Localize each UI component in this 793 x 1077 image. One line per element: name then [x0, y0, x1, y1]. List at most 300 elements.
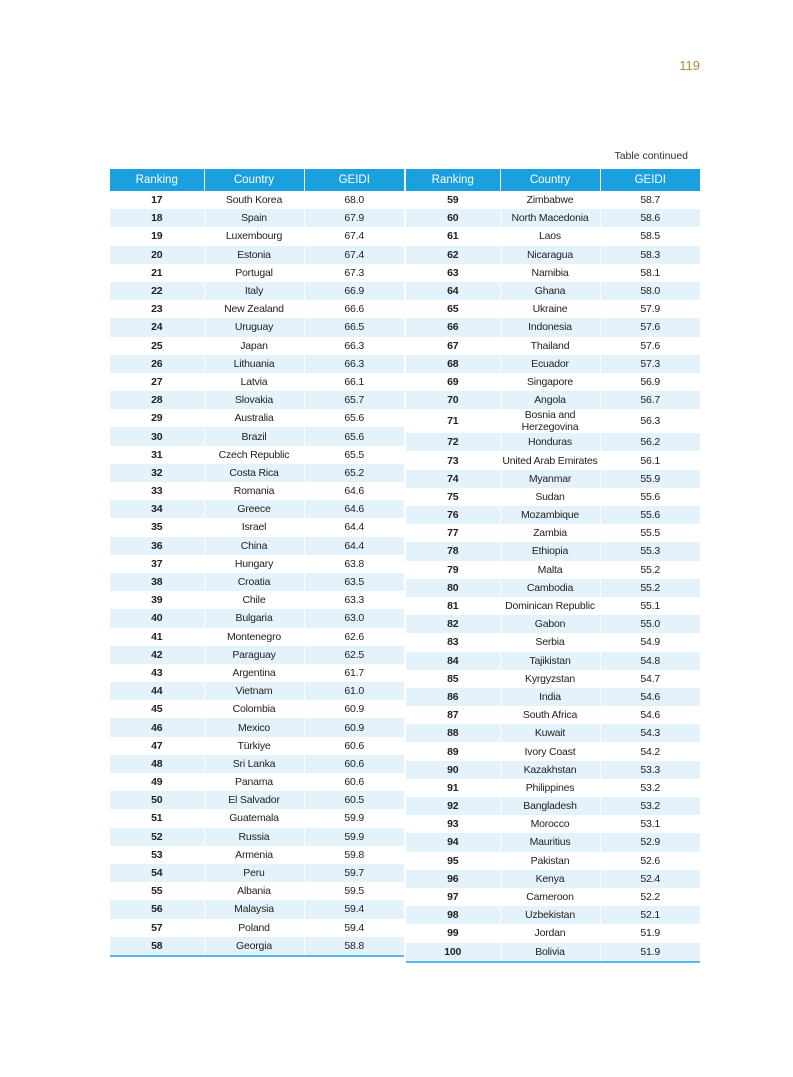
country-cell: Mauritius: [500, 833, 600, 851]
table-row: [406, 373, 700, 391]
country-cell: United Arab Emirates: [500, 451, 600, 469]
table-row: [406, 488, 700, 506]
rank-cell: 65: [406, 300, 500, 318]
country-cell: Philippines: [500, 779, 600, 797]
geidi-cell: 66.3: [304, 355, 404, 373]
geidi-cell: 63.3: [304, 591, 404, 609]
geidi-cell: 54.2: [600, 742, 700, 760]
rank-cell: 39: [110, 591, 204, 609]
rank-cell: 96: [406, 870, 500, 888]
rank-cell: 99: [406, 924, 500, 942]
table-row: [110, 337, 404, 355]
geidi-cell: 60.6: [304, 773, 404, 791]
country-cell: Kazakhstan: [500, 761, 600, 779]
geidi-cell: 54.9: [600, 633, 700, 651]
geidi-cell: 54.8: [600, 652, 700, 670]
table-row: [406, 282, 700, 300]
table-row: [110, 355, 404, 373]
country-cell: Malta: [500, 561, 600, 579]
rank-cell: 71: [406, 409, 500, 433]
country-cell: Cameroon: [500, 888, 600, 906]
table-row: [406, 742, 700, 760]
country-cell: Namibia: [500, 264, 600, 282]
table-row: [406, 815, 700, 833]
table-row: [110, 937, 404, 955]
country-cell: Spain: [204, 209, 304, 227]
country-cell: Mozambique: [500, 506, 600, 524]
country-cell: South Korea: [204, 191, 304, 209]
country-cell: Bangladesh: [500, 797, 600, 815]
country-cell: Poland: [204, 919, 304, 937]
country-cell: Serbia: [500, 633, 600, 651]
rank-cell: 44: [110, 682, 204, 700]
table-row: [406, 652, 700, 670]
rank-cell: 27: [110, 373, 204, 391]
table-row: [406, 524, 700, 542]
table-row: [110, 427, 404, 445]
geidi-cell: 58.8: [304, 937, 404, 955]
geidi-cell: 66.6: [304, 300, 404, 318]
geidi-cell: 67.4: [304, 227, 404, 245]
table-row: [110, 409, 404, 427]
rank-cell: 60: [406, 209, 500, 227]
table-row: [110, 737, 404, 755]
table-row: [406, 542, 700, 560]
country-cell: Ivory Coast: [500, 742, 600, 760]
table-row: [110, 646, 404, 664]
rank-cell: 41: [110, 628, 204, 646]
table-row: [110, 482, 404, 500]
geidi-cell: 52.6: [600, 852, 700, 870]
table-row: [406, 852, 700, 870]
country-cell: Italy: [204, 282, 304, 300]
rank-cell: 68: [406, 355, 500, 373]
rank-cell: 75: [406, 488, 500, 506]
left-table-body: [110, 191, 404, 955]
table-row: [406, 924, 700, 942]
country-cell: Kuwait: [500, 724, 600, 742]
header-ranking: Ranking: [110, 169, 204, 191]
geidi-cell: 55.0: [600, 615, 700, 633]
country-cell: North Macedonia: [500, 209, 600, 227]
rank-cell: 92: [406, 797, 500, 815]
rank-cell: 79: [406, 561, 500, 579]
country-cell: Kenya: [500, 870, 600, 888]
country-cell: Tajikistan: [500, 652, 600, 670]
rank-cell: 33: [110, 482, 204, 500]
table-row: [406, 191, 700, 209]
table-row: [406, 209, 700, 227]
table-caption: Table continued: [614, 150, 688, 162]
country-cell: South Africa: [500, 706, 600, 724]
table-row: [406, 724, 700, 742]
geidi-cell: 57.6: [600, 318, 700, 336]
table-row: [406, 943, 700, 961]
header-ranking: Ranking: [406, 169, 500, 191]
rank-cell: 22: [110, 282, 204, 300]
country-cell: Ukraine: [500, 300, 600, 318]
country-cell: Costa Rica: [204, 464, 304, 482]
table-row: [110, 628, 404, 646]
rank-cell: 98: [406, 906, 500, 924]
country-cell: Portugal: [204, 264, 304, 282]
table-row: [406, 300, 700, 318]
geidi-cell: 55.2: [600, 579, 700, 597]
table-row: [110, 373, 404, 391]
geidi-cell: 57.3: [600, 355, 700, 373]
country-cell: China: [204, 537, 304, 555]
country-cell: Montenegro: [204, 628, 304, 646]
country-cell: Brazil: [204, 427, 304, 445]
table-row: [110, 919, 404, 937]
country-cell: Nicaragua: [500, 246, 600, 264]
table-row: [110, 555, 404, 573]
table-row: [110, 609, 404, 627]
rank-cell: 32: [110, 464, 204, 482]
geidi-cell: 62.6: [304, 628, 404, 646]
country-cell: Romania: [204, 482, 304, 500]
rank-cell: 64: [406, 282, 500, 300]
country-cell: Indonesia: [500, 318, 600, 336]
table-row: [406, 355, 700, 373]
rank-cell: 82: [406, 615, 500, 633]
geidi-cell: 55.1: [600, 597, 700, 615]
table-row: [110, 828, 404, 846]
table-row: [110, 846, 404, 864]
rank-cell: 94: [406, 833, 500, 851]
table-row: [110, 227, 404, 245]
rank-cell: 84: [406, 652, 500, 670]
geidi-cell: 59.4: [304, 900, 404, 918]
geidi-cell: 59.9: [304, 828, 404, 846]
rank-cell: 61: [406, 227, 500, 245]
table-row: [110, 500, 404, 518]
rank-cell: 45: [110, 700, 204, 718]
rank-cell: 55: [110, 882, 204, 900]
country-cell: Guatemala: [204, 809, 304, 827]
country-cell: Myanmar: [500, 470, 600, 488]
rank-cell: 100: [406, 943, 500, 961]
rank-cell: 58: [110, 937, 204, 955]
rank-cell: 54: [110, 864, 204, 882]
table-row: [406, 579, 700, 597]
geidi-cell: 54.7: [600, 670, 700, 688]
rank-cell: 77: [406, 524, 500, 542]
rank-cell: 91: [406, 779, 500, 797]
ranking-table-right: [406, 169, 700, 963]
table-row: [110, 682, 404, 700]
geidi-cell: 66.9: [304, 282, 404, 300]
geidi-cell: 53.2: [600, 779, 700, 797]
country-cell: El Salvador: [204, 791, 304, 809]
country-cell: Paraguay: [204, 646, 304, 664]
country-cell: Colombia: [204, 700, 304, 718]
country-cell: Pakistan: [500, 852, 600, 870]
country-cell: Angola: [500, 391, 600, 409]
geidi-cell: 56.7: [600, 391, 700, 409]
geidi-cell: 58.5: [600, 227, 700, 245]
header-country: Country: [204, 169, 304, 191]
geidi-cell: 59.5: [304, 882, 404, 900]
country-cell: Sri Lanka: [204, 755, 304, 773]
geidi-cell: 65.6: [304, 427, 404, 445]
geidi-cell: 60.9: [304, 718, 404, 736]
table-row: [406, 264, 700, 282]
country-cell: Croatia: [204, 573, 304, 591]
header-geidi: GEIDI: [600, 169, 700, 191]
rank-cell: 74: [406, 470, 500, 488]
table-row: [110, 446, 404, 464]
table-row: [110, 864, 404, 882]
geidi-cell: 64.4: [304, 537, 404, 555]
country-cell: Japan: [204, 337, 304, 355]
rank-cell: 42: [110, 646, 204, 664]
country-cell: Zambia: [500, 524, 600, 542]
rank-cell: 28: [110, 391, 204, 409]
rank-cell: 67: [406, 337, 500, 355]
geidi-cell: 60.9: [304, 700, 404, 718]
country-cell: Zimbabwe: [500, 191, 600, 209]
table-row: [406, 337, 700, 355]
rank-cell: 36: [110, 537, 204, 555]
rank-cell: 59: [406, 191, 500, 209]
country-cell: Georgia: [204, 937, 304, 955]
table-row: [110, 537, 404, 555]
table-row: [406, 597, 700, 615]
geidi-cell: 64.4: [304, 518, 404, 536]
table-row: [110, 718, 404, 736]
country-cell: Kyrgyzstan: [500, 670, 600, 688]
country-cell: Hungary: [204, 555, 304, 573]
country-cell: Thailand: [500, 337, 600, 355]
table-row: [406, 433, 700, 451]
rank-cell: 78: [406, 542, 500, 560]
rank-cell: 23: [110, 300, 204, 318]
table-row: [110, 664, 404, 682]
rank-cell: 49: [110, 773, 204, 791]
rank-cell: 20: [110, 246, 204, 264]
table-row: [110, 300, 404, 318]
rank-cell: 86: [406, 688, 500, 706]
rank-cell: 24: [110, 318, 204, 336]
country-cell: Ecuador: [500, 355, 600, 373]
table-row: [110, 246, 404, 264]
country-cell: Argentina: [204, 664, 304, 682]
table-row: [110, 882, 404, 900]
country-cell: Dominican Republic: [500, 597, 600, 615]
table-row: [406, 227, 700, 245]
geidi-cell: 52.2: [600, 888, 700, 906]
country-cell: Mexico: [204, 718, 304, 736]
country-cell: Czech Republic: [204, 446, 304, 464]
country-cell: Uzbekistan: [500, 906, 600, 924]
rank-cell: 88: [406, 724, 500, 742]
country-cell: Luxembourg: [204, 227, 304, 245]
header-geidi: GEIDI: [304, 169, 404, 191]
rank-cell: 62: [406, 246, 500, 264]
table-row: [406, 888, 700, 906]
geidi-cell: 63.5: [304, 573, 404, 591]
table-row: [110, 791, 404, 809]
geidi-cell: 53.2: [600, 797, 700, 815]
country-cell: Lithuania: [204, 355, 304, 373]
header-country: Country: [500, 169, 600, 191]
geidi-cell: 65.6: [304, 409, 404, 427]
table-row: [406, 506, 700, 524]
geidi-cell: 53.3: [600, 761, 700, 779]
rank-cell: 17: [110, 191, 204, 209]
country-cell: Honduras: [500, 433, 600, 451]
table-row: [110, 591, 404, 609]
rank-cell: 66: [406, 318, 500, 336]
geidi-cell: 68.0: [304, 191, 404, 209]
rank-cell: 80: [406, 579, 500, 597]
table-row: [406, 391, 700, 409]
geidi-cell: 62.5: [304, 646, 404, 664]
geidi-cell: 67.9: [304, 209, 404, 227]
geidi-cell: 66.3: [304, 337, 404, 355]
table-header-row: [406, 169, 700, 191]
geidi-cell: 57.9: [600, 300, 700, 318]
geidi-cell: 56.9: [600, 373, 700, 391]
geidi-cell: 55.9: [600, 470, 700, 488]
rank-cell: 19: [110, 227, 204, 245]
country-cell: Vietnam: [204, 682, 304, 700]
table-row: [406, 409, 700, 433]
geidi-cell: 60.6: [304, 755, 404, 773]
table-row: [406, 761, 700, 779]
geidi-cell: 55.3: [600, 542, 700, 560]
geidi-cell: 61.0: [304, 682, 404, 700]
geidi-cell: 51.9: [600, 924, 700, 942]
country-cell: Ghana: [500, 282, 600, 300]
rank-cell: 38: [110, 573, 204, 591]
country-cell: Albania: [204, 882, 304, 900]
country-cell: Armenia: [204, 846, 304, 864]
country-cell: Chile: [204, 591, 304, 609]
rank-cell: 57: [110, 919, 204, 937]
geidi-cell: 64.6: [304, 500, 404, 518]
country-cell: Jordan: [500, 924, 600, 942]
geidi-cell: 53.1: [600, 815, 700, 833]
geidi-cell: 66.5: [304, 318, 404, 336]
country-cell: Morocco: [500, 815, 600, 833]
rank-cell: 83: [406, 633, 500, 651]
country-cell: Australia: [204, 409, 304, 427]
rank-cell: 21: [110, 264, 204, 282]
geidi-cell: 58.3: [600, 246, 700, 264]
table-row: [110, 464, 404, 482]
geidi-cell: 65.5: [304, 446, 404, 464]
country-cell: Greece: [204, 500, 304, 518]
table-row: [110, 191, 404, 209]
right-table-body: [406, 191, 700, 961]
table-row: [406, 451, 700, 469]
rank-cell: 40: [110, 609, 204, 627]
geidi-cell: 52.9: [600, 833, 700, 851]
table-row: [110, 518, 404, 536]
geidi-cell: 58.6: [600, 209, 700, 227]
rank-cell: 26: [110, 355, 204, 373]
table-row: [406, 561, 700, 579]
country-cell: Israel: [204, 518, 304, 536]
geidi-cell: 54.3: [600, 724, 700, 742]
country-cell: Peru: [204, 864, 304, 882]
geidi-cell: 66.1: [304, 373, 404, 391]
rank-cell: 72: [406, 433, 500, 451]
geidi-cell: 56.3: [600, 409, 700, 433]
rank-cell: 90: [406, 761, 500, 779]
rank-cell: 70: [406, 391, 500, 409]
country-cell: Slovakia: [204, 391, 304, 409]
rank-cell: 85: [406, 670, 500, 688]
table-row: [110, 755, 404, 773]
rank-cell: 18: [110, 209, 204, 227]
country-cell: Estonia: [204, 246, 304, 264]
country-cell: Malaysia: [204, 900, 304, 918]
geidi-cell: 55.6: [600, 488, 700, 506]
table-row: [406, 706, 700, 724]
geidi-cell: 57.6: [600, 337, 700, 355]
geidi-cell: 65.7: [304, 391, 404, 409]
rank-cell: 35: [110, 518, 204, 536]
rank-cell: 73: [406, 451, 500, 469]
rank-cell: 48: [110, 755, 204, 773]
table-row: [406, 470, 700, 488]
geidi-cell: 55.5: [600, 524, 700, 542]
table-row: [406, 870, 700, 888]
page-number: 119: [679, 58, 700, 73]
table-row: [406, 688, 700, 706]
country-cell: Ethiopia: [500, 542, 600, 560]
country-cell: Uruguay: [204, 318, 304, 336]
rank-cell: 93: [406, 815, 500, 833]
table-row: [406, 633, 700, 651]
country-cell: Latvia: [204, 373, 304, 391]
table-row: [110, 900, 404, 918]
geidi-cell: 56.1: [600, 451, 700, 469]
table-row: [406, 670, 700, 688]
country-cell: Panama: [204, 773, 304, 791]
country-cell: Bolivia: [500, 943, 600, 961]
table-row: [110, 391, 404, 409]
geidi-cell: 56.2: [600, 433, 700, 451]
country-cell: Gabon: [500, 615, 600, 633]
rank-cell: 30: [110, 427, 204, 445]
country-cell: Bulgaria: [204, 609, 304, 627]
rank-cell: 50: [110, 791, 204, 809]
rank-cell: 46: [110, 718, 204, 736]
table-row: [110, 282, 404, 300]
rank-cell: 37: [110, 555, 204, 573]
table-row: [110, 773, 404, 791]
country-cell: Singapore: [500, 373, 600, 391]
rank-cell: 43: [110, 664, 204, 682]
geidi-cell: 58.7: [600, 191, 700, 209]
geidi-cell: 52.1: [600, 906, 700, 924]
country-cell: Russia: [204, 828, 304, 846]
country-cell: Sudan: [500, 488, 600, 506]
rank-cell: 87: [406, 706, 500, 724]
country-cell: Cambodia: [500, 579, 600, 597]
table-row: [406, 318, 700, 336]
geidi-cell: 64.6: [304, 482, 404, 500]
geidi-cell: 58.0: [600, 282, 700, 300]
table-row: [110, 318, 404, 336]
table-row: [406, 797, 700, 815]
rank-cell: 63: [406, 264, 500, 282]
table-row: [406, 615, 700, 633]
